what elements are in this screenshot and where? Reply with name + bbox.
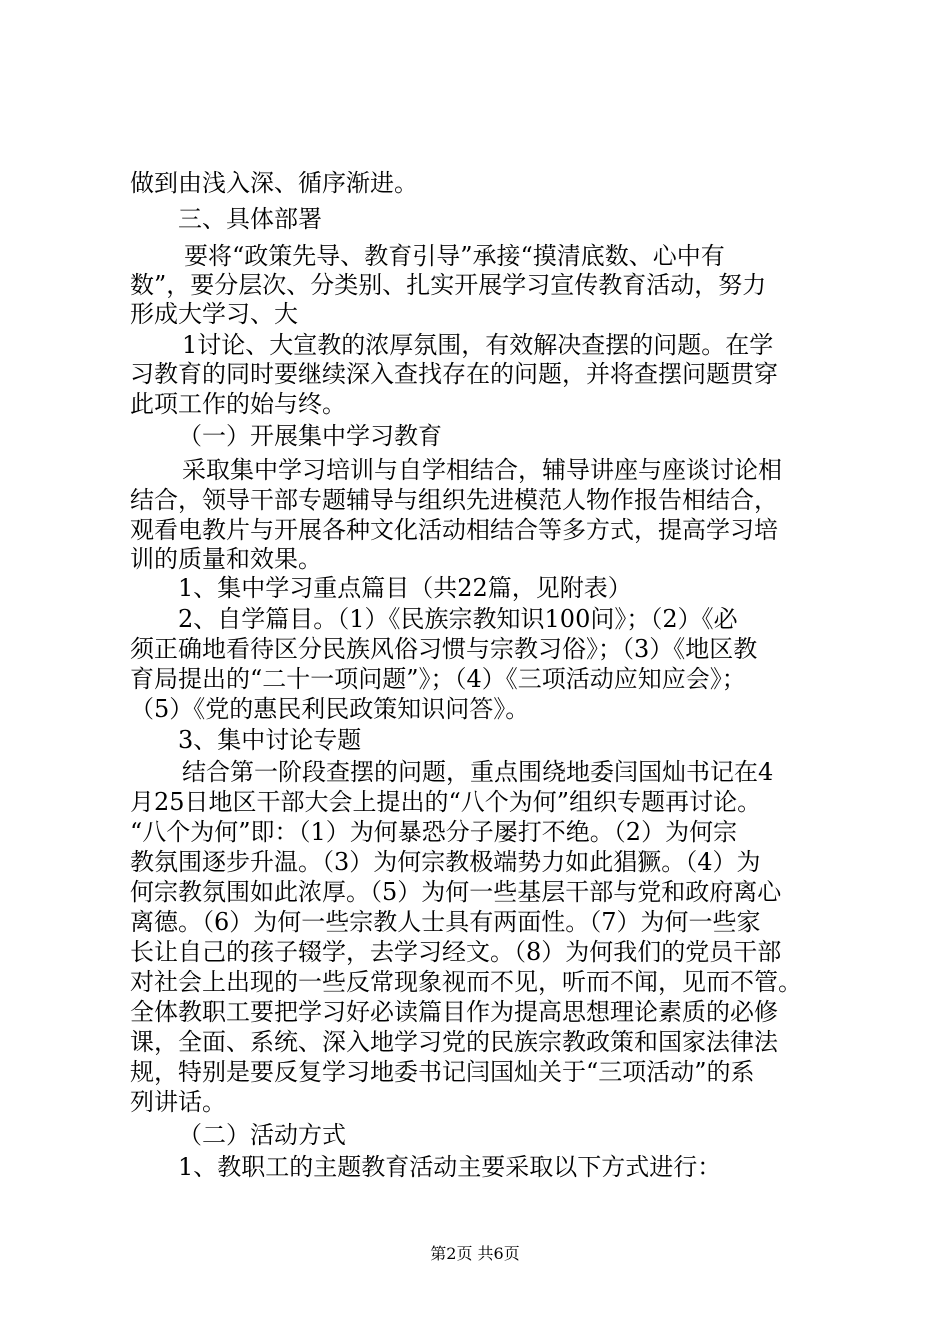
body-line: 1讨论、大宣教的浓厚氛围，有效解决查摆的问题。在学 [182,331,774,359]
body-line: 列讲话。 [130,1088,226,1116]
body-line: 课，全面、系统、深入地学习党的民族宗教政策和国家法律法 [130,1028,778,1056]
body-line: 结合第一阶段查摆的问题，重点围绕地委闫国灿书记在4 [182,758,774,786]
subsection-heading: （二）活动方式 [178,1121,346,1149]
list-item: 1、教职工的主题教育活动主要采取以下方式进行： [178,1153,722,1181]
body-line: 观看电教片与开展各种文化活动相结合等多方式，提高学习培 [130,516,778,544]
body-line: 采取集中学习培训与自学相结合，辅导讲座与座谈讨论相 [182,456,782,484]
subsection-heading: （一）开展集中学习教育 [178,422,442,450]
body-line: 育局提出的“二十一项问题”》；（4）《三项活动应知应会》； [130,665,746,693]
list-item: 2、自学篇目。（1）《民族宗教知识100问》；（2）《必 [178,605,738,633]
body-line: 训的质量和效果。 [130,545,322,573]
body-line: 何宗教氛围如此浓厚。（5）为何一些基层干部与党和政府离心 [130,878,782,906]
body-line: 要将“政策先导、教育引导”承接“摸清底数、心中有 [184,242,725,270]
body-line: 离德。（6）为何一些宗教人士具有两面性。（7）为何一些家 [130,908,761,936]
body-line: 规，特别是要反复学习地委书记闫国灿关于“三项活动”的系 [130,1058,755,1086]
body-line: 做到由浅入深、循序渐进。 [130,169,418,197]
list-item: 1、集中学习重点篇目（共22篇，见附表） [178,574,632,602]
body-line: 教氛围逐步升温。（3）为何宗教极端势力如此猖獗。（4）为 [130,848,761,876]
body-line: （5）《党的惠民利民政策知识问答》。 [130,695,530,723]
body-line: 月25日地区干部大会上提出的“八个为何”组织专题再讨论。 [130,788,762,816]
body-line: 长让自己的孩子辍学，去学习经文。（8）为何我们的党员干部 [130,938,782,966]
page-footer: 第2页 共6页 [430,1244,520,1263]
body-line: 结合，领导干部专题辅导与组织先进模范人物作报告相结合， [130,486,778,514]
body-line: 习教育的同时要继续深入查找存在的问题，并将查摆问题贯穿 [130,360,778,388]
body-line: 对社会上出现的一些反常现象视而不见，听而不闻，见而不管。 [130,968,802,996]
section-heading: 三、具体部署 [178,205,322,233]
body-line: 数”，要分层次、分类别、扎实开展学习宣传教育活动，努力 [130,271,767,299]
body-line: 形成大学习、大 [130,300,298,328]
body-line: “八个为何”即：（1）为何暴恐分子屡打不绝。（2）为何宗 [130,818,738,846]
body-line: 须正确地看待区分民族风俗习惯与宗教习俗》；（3）《地区教 [130,635,758,663]
list-item: 3、集中讨论专题 [178,726,362,754]
body-line: 此项工作的始与终。 [130,390,346,418]
body-line: 全体教职工要把学习好必读篇目作为提高思想理论素质的必修 [130,998,778,1026]
